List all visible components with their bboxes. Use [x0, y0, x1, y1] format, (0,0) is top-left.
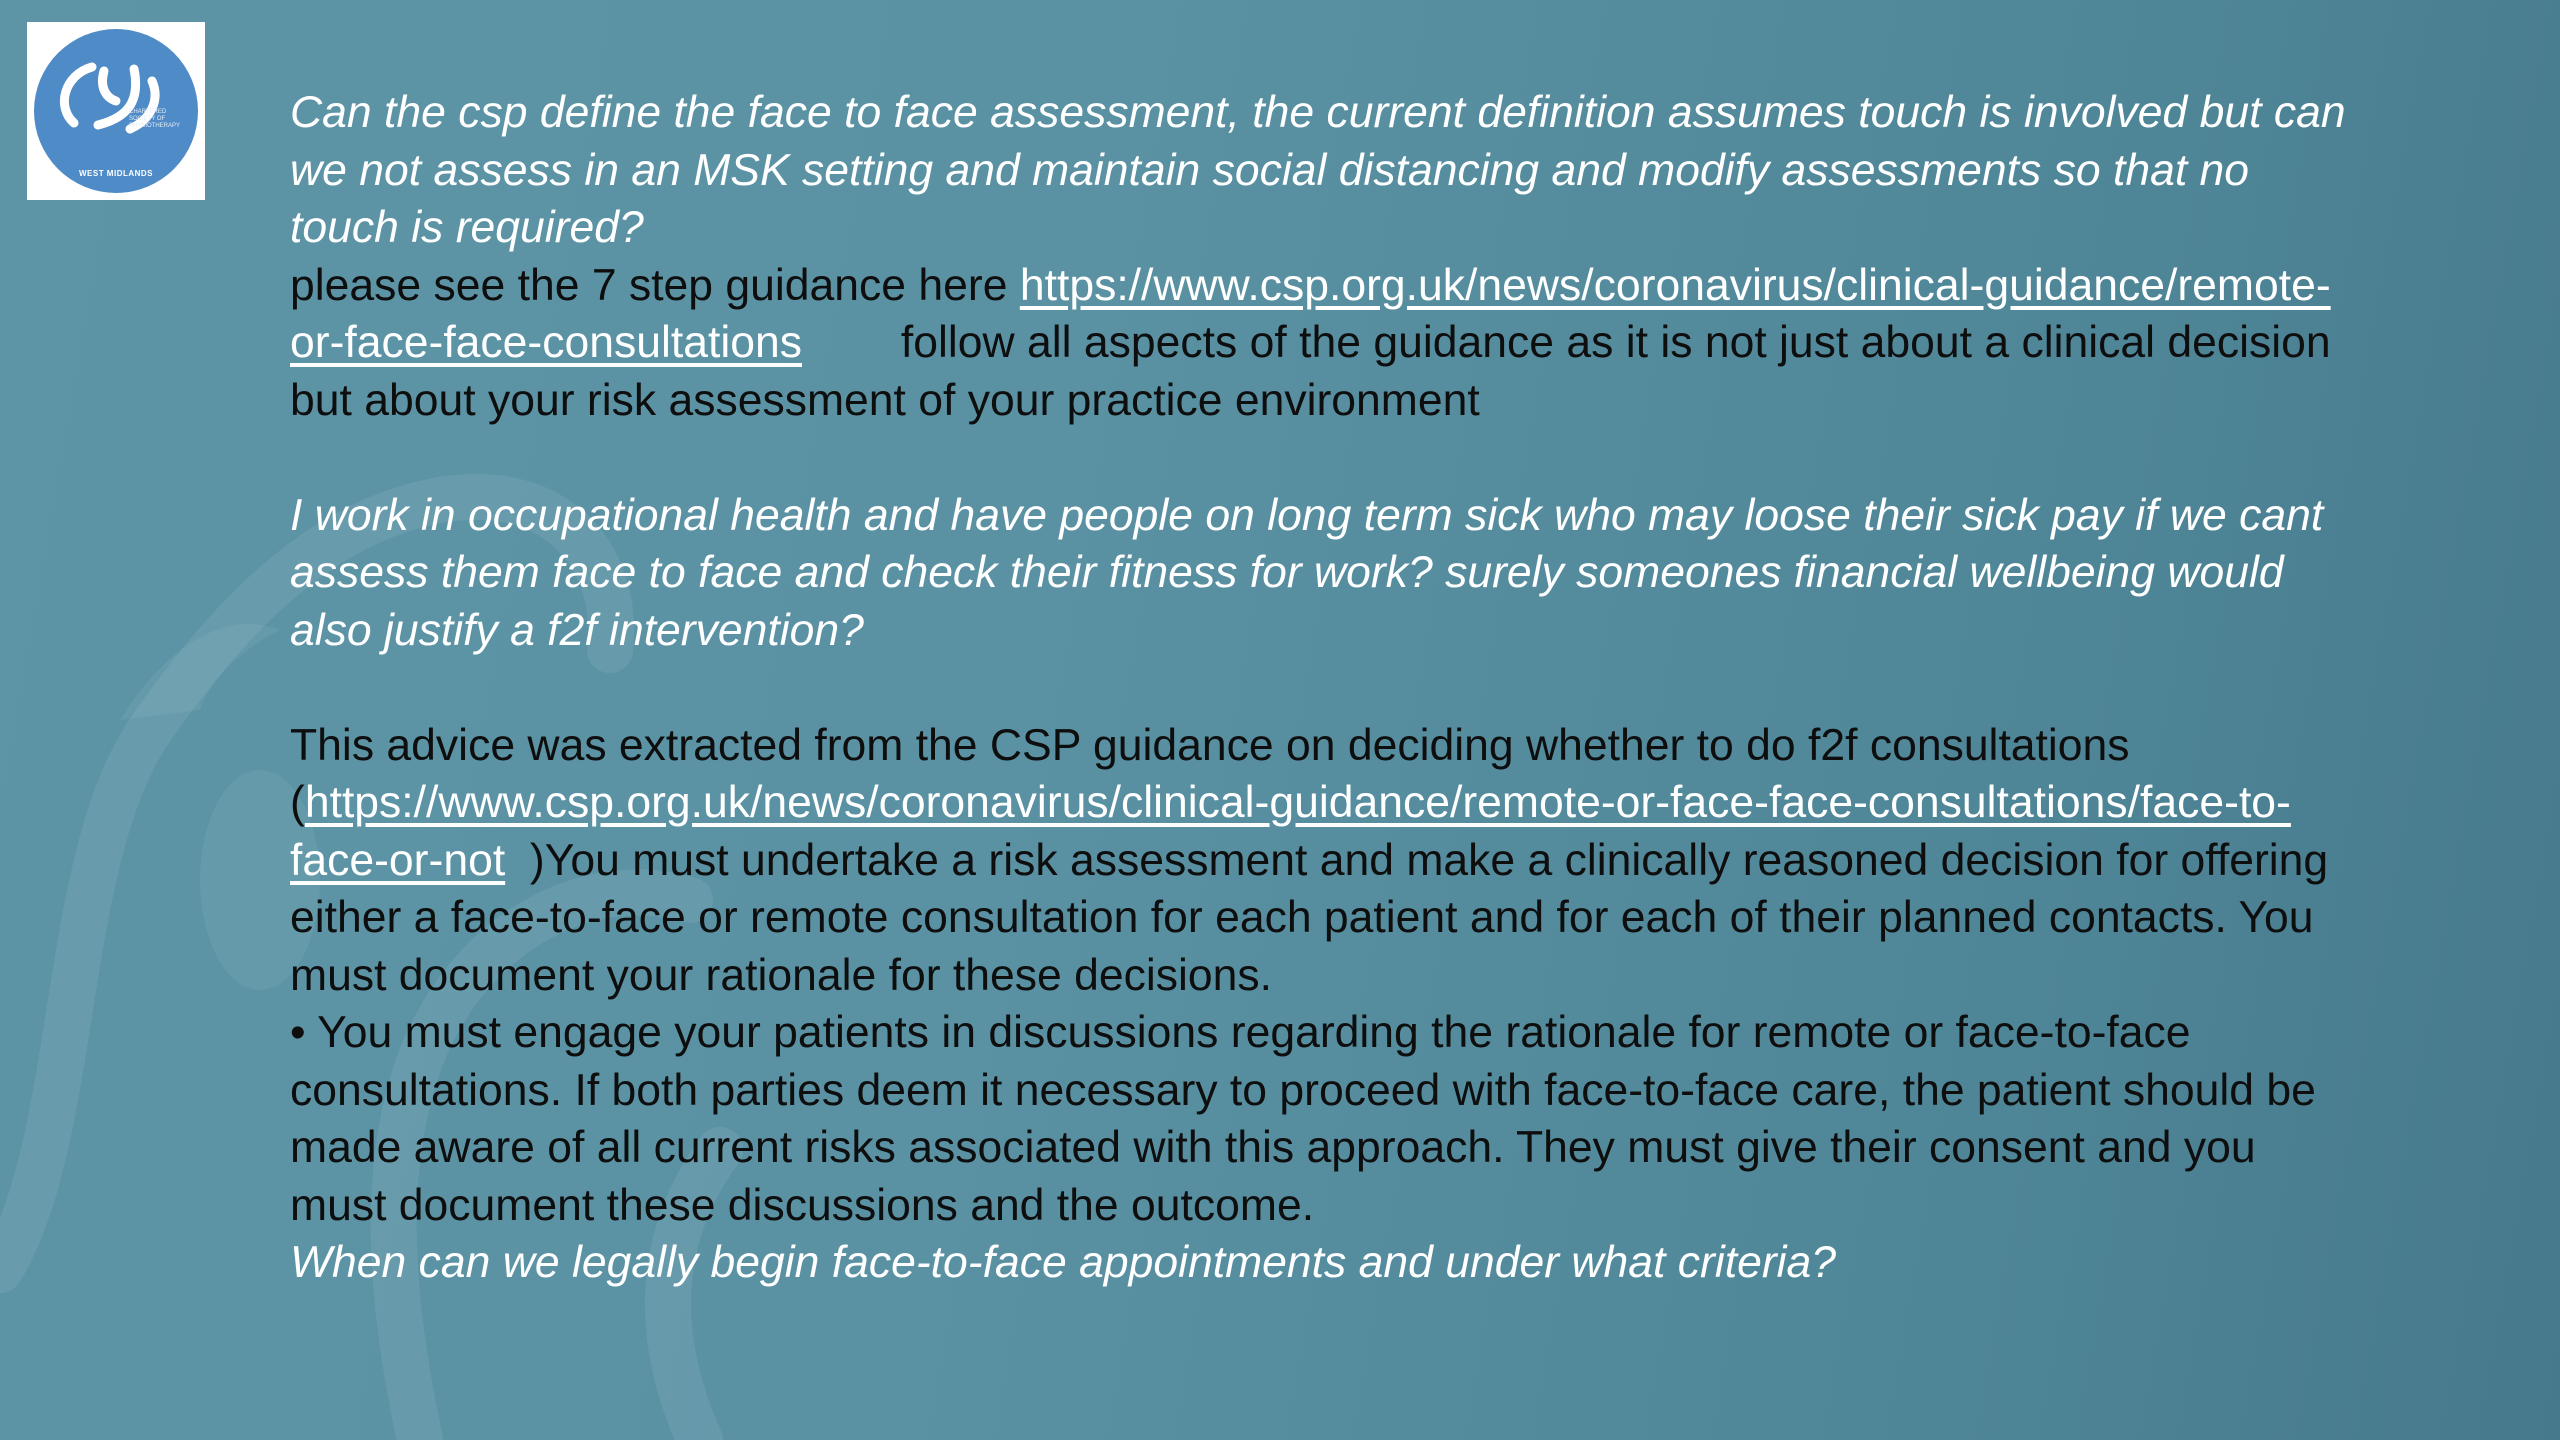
answer-2	[290, 717, 2350, 1005]
question-1: Can the csp define the face to face assessment, the current definition assumes touch is involved but can we not assess in an MSK setting and maintain social distancing and modify assessments so that no touch is required?	[290, 88, 2346, 252]
answer-2-bullet: • You must engage your patients in discussions regarding the rationale for remote or face-to-face consultations. If both parties deem it necessary to proceed with face-to-face care, the patient should be made aware of all current risks associated with this approach. They must give their consent and you must document these discussions and the outcome.	[290, 1008, 2316, 1230]
answer-2-text-after: )You must undertake a risk assessment and make a clinically reasoned decision for offering either a face-to-face or remote consultation for each patient and for each of their planned contacts. You must document your rationale for these decisions.	[290, 835, 2341, 1000]
logo-region-text: WEST MIDLANDS	[78, 169, 154, 178]
answer-1	[290, 257, 2350, 430]
answer-1-text-after: follow all aspects of the guidance as it is not just about a clinical decision but about your risk assessment of your practice environment	[290, 318, 2344, 425]
answer-1-text: please see the 7 step guidance here	[290, 260, 1020, 310]
question-2: I work in occupational health and have people on long term sick who may loose their sick pay if we cant assess them face to face and check their fitness for work? surely someones financial wellbeing would also justify a f2f intervention?	[290, 490, 2324, 655]
answer-2-text: This advice was extracted from the CSP guidance on deciding whether to do f2f consultations (	[290, 720, 2130, 827]
guidance-link-1[interactable]: https://www.csp.org.uk/news/coronavirus/clinical-guidance/remote-or-face-face-consultations	[290, 260, 2331, 367]
logo-org-text: CHARTERED SOCIETY OF PHYSIOTHERAPY	[129, 109, 181, 129]
qa-content	[290, 84, 2350, 1292]
csp-logo	[27, 22, 205, 200]
guidance-link-2[interactable]: https://www.csp.org.uk/news/coronavirus/clinical-guidance/remote-or-face-face-consultations/face-to-face-or-not	[290, 778, 2291, 885]
logo-circle	[34, 29, 198, 193]
question-3: When can we legally begin face-to-face appointments and under what criteria?	[290, 1238, 1837, 1287]
